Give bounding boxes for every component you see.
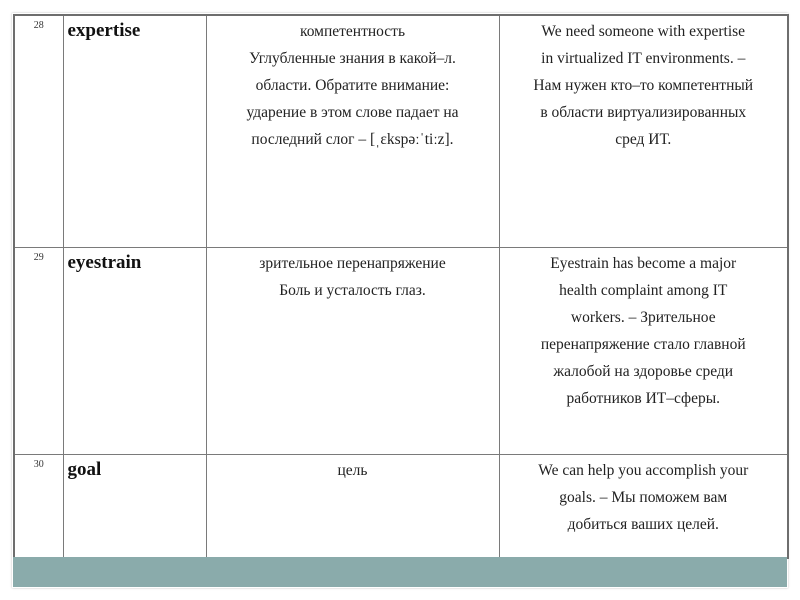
example-line: goals. – Мы поможем вам: [559, 488, 728, 506]
example-line: health complaint among IT: [559, 281, 728, 299]
definition-line: цель: [337, 461, 368, 479]
example-line: Нам нужен кто–то компетентный: [533, 77, 754, 94]
definition: [206, 247, 499, 454]
definition-line: компетентность: [299, 23, 406, 40]
definition-line: ударение в этом слове падает на: [246, 104, 459, 121]
table-row: [14, 247, 788, 454]
definition-line: зрительное перенапряжение: [259, 254, 446, 272]
term: goal: [63, 454, 206, 558]
definition: [206, 15, 499, 247]
row-number: 30: [14, 454, 63, 558]
vocabulary-table: [13, 14, 789, 559]
definition: [206, 454, 499, 558]
definition-line: Боль и усталость глаз.: [279, 281, 426, 299]
example: [499, 454, 788, 558]
example-line: We need someone with expertise: [541, 23, 746, 40]
example-line: в области виртуализированных: [540, 104, 747, 121]
table-row: [14, 15, 788, 247]
definition-line: Углубленные знания в какой–л.: [249, 50, 456, 67]
table-row: [14, 454, 788, 558]
footer-bar: [13, 557, 787, 587]
example-line: Eyestrain has become a major: [550, 254, 737, 272]
example-line: in virtualized IT environments. –: [541, 50, 746, 67]
example-line: жалобой на здоровье среди: [553, 362, 734, 380]
example-line: We can help you accomplish your: [538, 461, 749, 479]
example-line: перенапряжение стало главной: [540, 335, 746, 353]
example-line: сред ИТ.: [615, 131, 672, 148]
row-number: 28: [14, 15, 63, 247]
term: expertise: [63, 15, 206, 247]
example-line: работников ИТ–сферы.: [566, 389, 721, 407]
row-number: 29: [14, 247, 63, 454]
term: eyestrain: [63, 247, 206, 454]
example-line: workers. – Зрительное: [570, 308, 716, 326]
example: [499, 247, 788, 454]
example: [499, 15, 788, 247]
definition-line: последний слог – [ˌɛkspəːˈtiːz].: [251, 131, 454, 148]
example-line: добиться ваших целей.: [567, 515, 719, 533]
definition-line: области. Обратите внимание:: [255, 77, 450, 94]
